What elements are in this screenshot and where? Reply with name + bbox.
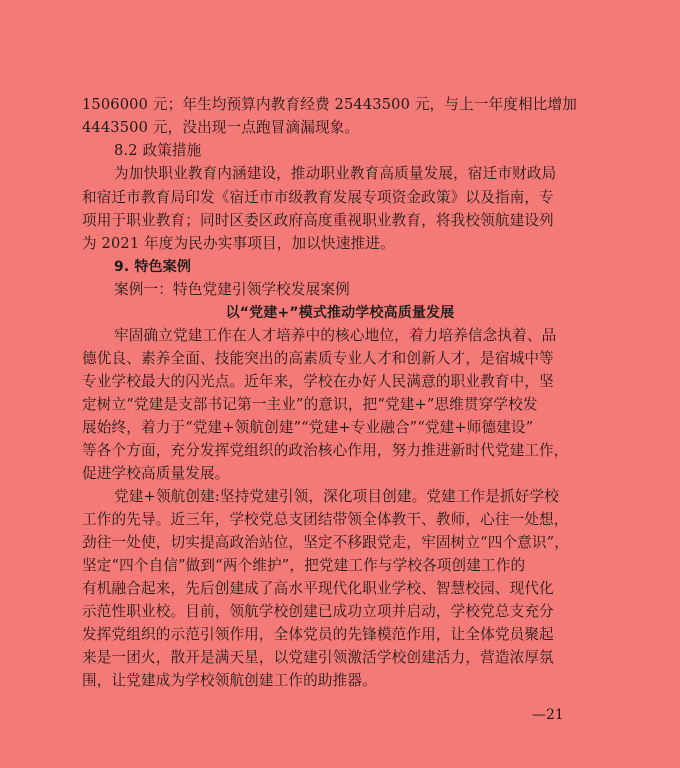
case-heading: 以“党建+”模式推动学校高质量发展 (225, 305, 455, 321)
body-text-line: 发挥党组织的示范引领作用，全体党员的先锋模范作用，让全体党员聚起 (82, 626, 554, 643)
body-text-line: 党建+领航创建:坚持党建引领，深化项目创建。党建工作是抓好学校 (114, 488, 560, 505)
body-text-line: 劲往一处使，切实提高政治站位，坚定不移跟党走，牢固树立“四个意识”， (82, 534, 570, 551)
body-text-line: 4443500 元，没出现一点跑冒滴漏现象。 (82, 119, 360, 136)
body-text-line: 工作的先导。近三年，学校党总支团结带领全体教干、教师，心往一处想， (82, 511, 569, 528)
body-text-line: 1506000 元；年生均预算内教育经费 25443500 元，与上一年度相比增加 (82, 96, 577, 113)
section-heading-9: 9. 特色案例 (114, 259, 191, 275)
body-text-line: 为加快职业教育内涵建设，推动职业教育高质量发展，宿迁市财政局 (114, 165, 557, 182)
body-text-line: 来是一团火，散开是满天星，以党建引领激活学校创建活力，营造浓厚氛 (82, 649, 554, 666)
body-text-line: 有机融合起来，先后创建成了高水平现代化职业学校、智慧校园、现代化 (82, 580, 554, 597)
body-text-line: 定树立“党建是支部书记第一主业”的意识，把“党建+”思维贯穿学校发 (82, 396, 538, 413)
page-number: —21 (532, 707, 564, 723)
body-text-line: 坚定“四个自信”做到“两个维护”，把党建工作与学校各项创建工作的 (82, 557, 526, 574)
body-text-line: 专业学校最大的闪光点。近年来，学校在办好人民满意的职业教育中，坚 (82, 373, 554, 390)
body-text-line: 为 2021 年度为民办实事项目，加以快速推进。 (82, 235, 395, 252)
body-text-line: 和宿迁市教育局印发《宿迁市市级教育发展专项资金政策》以及指南，专 (82, 189, 554, 206)
body-text-line: 项用于职业教育；同时区委区政府高度重视职业教育，将我校领航建设列 (82, 212, 554, 229)
body-text-line: 德优良、素养全面、技能突出的高素质专业人才和创新人才，是宿城中等 (82, 350, 554, 367)
body-text-line: 牢固确立党建工作在人才培养中的核心地位，着力培养信念执着、品 (114, 327, 557, 344)
body-text-line: 等各个方面，充分发挥党组织的政治核心作用，努力推进新时代党建工作， (82, 442, 569, 459)
section-heading-8-2: 8.2 政策措施 (114, 142, 202, 159)
case-title: 案例一：特色党建引领学校发展案例 (114, 281, 350, 298)
body-text-line: 展始终，着力于“党建+领航创建”“党建+专业融合”“党建+师德建设” (82, 419, 534, 436)
body-text-line: 围，让党建成为学校领航创建工作的助推器。 (82, 672, 377, 689)
body-text-line: 示范性职业校。目前，领航学校创建已成功立项并启动，学校党总支充分 (82, 603, 554, 620)
body-text-line: 促进学校高质量发展。 (82, 465, 230, 482)
